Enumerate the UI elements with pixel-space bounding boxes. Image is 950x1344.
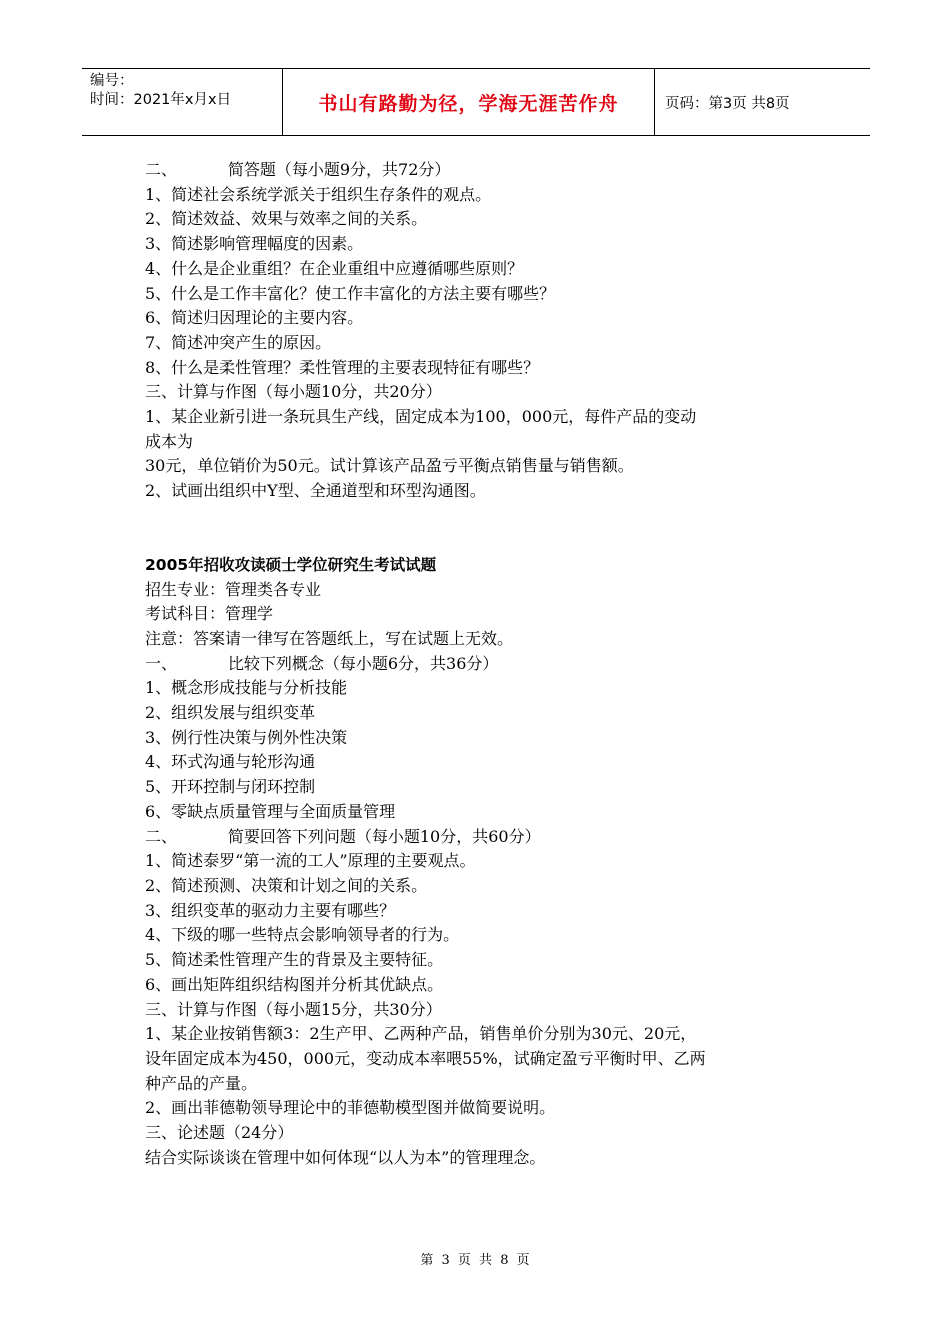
page-footer: 第 3 页 共 8 页	[420, 1253, 530, 1268]
question-line: 30元，单位销价为50元。试计算该产品盈亏平衡点销售量与销售额。	[145, 456, 634, 476]
header-motto-cell	[282, 69, 655, 135]
question-line: 1、简述社会系统学派关于组织生存条件的观点。	[145, 184, 492, 204]
section-heading: 二、 简答题（每小题9分，共72分）	[145, 160, 451, 179]
section-heading: 三、计算与作图（每小题15分，共30分）	[145, 999, 442, 1019]
info-line: 考试科目：管理学	[145, 604, 274, 624]
question-line: 成本为	[145, 431, 194, 451]
question-line: 6、零缺点质量管理与全面质量管理	[145, 801, 396, 821]
spacer	[145, 504, 815, 553]
question-line: 1、概念形成技能与分析技能	[145, 678, 348, 698]
section-heading: 一、 比较下列概念（每小题6分，共36分）	[145, 653, 499, 673]
question-line: 6、简述归因理论的主要内容。	[145, 308, 364, 328]
exam-title: 2005年招收攻读硕士学位研究生考试试题	[145, 555, 437, 574]
number-label: 编号：	[90, 73, 134, 89]
question-line: 2、试画出组织中Y型、全通道型和环型沟通图。	[145, 481, 486, 501]
question-line: 2、画出菲德勒领导理论中的菲德勒模型图并做简要说明。	[145, 1098, 556, 1118]
section-heading: 三、计算与作图（每小题10分，共20分）	[145, 382, 442, 402]
question-line: 1、简述泰罗“第一流的工人”原理的主要观点。	[145, 851, 476, 871]
question-line: 1、某企业新引进一条玩具生产线，固定成本为100，000元，每件产品的变动	[145, 407, 697, 427]
question-line: 设年固定成本为450，000元，变动成本率喂55%，试确定盈亏平衡时甲、乙两	[145, 1048, 706, 1068]
question-line: 3、例行性决策与例外性决策	[145, 727, 348, 747]
section-heading: 二、 简要回答下列问题（每小题10分，共60分）	[145, 826, 541, 846]
page-info: 页码：第3页 共8页	[665, 95, 790, 112]
question-line: 5、开环控制与闭环控制	[145, 777, 316, 797]
section-heading: 三、论述题（24分）	[145, 1123, 294, 1143]
section-a	[145, 158, 815, 504]
question-line: 1、某企业按销售额3：2生产甲、乙两种产品，销售单价分别为30元、20元，	[145, 1024, 697, 1044]
question-line: 6、画出矩阵组织结构图并分析其优缺点。	[145, 974, 444, 994]
question-line: 4、下级的哪一些特点会影响领导者的行为。	[145, 925, 460, 945]
header-meta-cell	[82, 69, 282, 135]
page-header	[82, 68, 870, 136]
document-body	[145, 158, 815, 1170]
info-line: 招生专业：管理类各专业	[145, 579, 322, 599]
question-line: 3、简述影响管理幅度的因素。	[145, 234, 364, 254]
motto-text: 书山有路勤为径，学海无涯苦作舟	[318, 92, 619, 115]
question-line: 3、组织变革的驱动力主要有哪些？	[145, 900, 396, 920]
question-line: 5、什么是工作丰富化？使工作丰富化的方法主要有哪些？	[145, 283, 556, 303]
section-b	[145, 578, 815, 1171]
question-line: 7、简述冲突产生的原因。	[145, 332, 332, 352]
question-line: 8、什么是柔性管理？柔性管理的主要表现特征有哪些？	[145, 357, 540, 377]
question-line: 2、简述预测、决策和计划之间的关系。	[145, 875, 428, 895]
question-line: 结合实际谈谈在管理中如何体现“以人为本”的管理理念。	[145, 1147, 546, 1167]
question-line: 5、简述柔性管理产生的背景及主要特征。	[145, 950, 444, 970]
question-line: 4、环式沟通与轮形沟通	[145, 752, 316, 772]
question-line: 2、简述效益、效果与效率之间的关系。	[145, 209, 428, 229]
info-line: 注意：答案请一律写在答题纸上，写在试题上无效。	[145, 628, 514, 648]
time-label: 时间：2021年x月x日	[90, 92, 232, 108]
header-page-cell	[655, 69, 870, 135]
question-line: 种产品的产量。	[145, 1073, 258, 1093]
question-line: 4、什么是企业重组？在企业重组中应遵循哪些原则？	[145, 258, 524, 278]
question-line: 2、组织发展与组织变革	[145, 703, 316, 723]
